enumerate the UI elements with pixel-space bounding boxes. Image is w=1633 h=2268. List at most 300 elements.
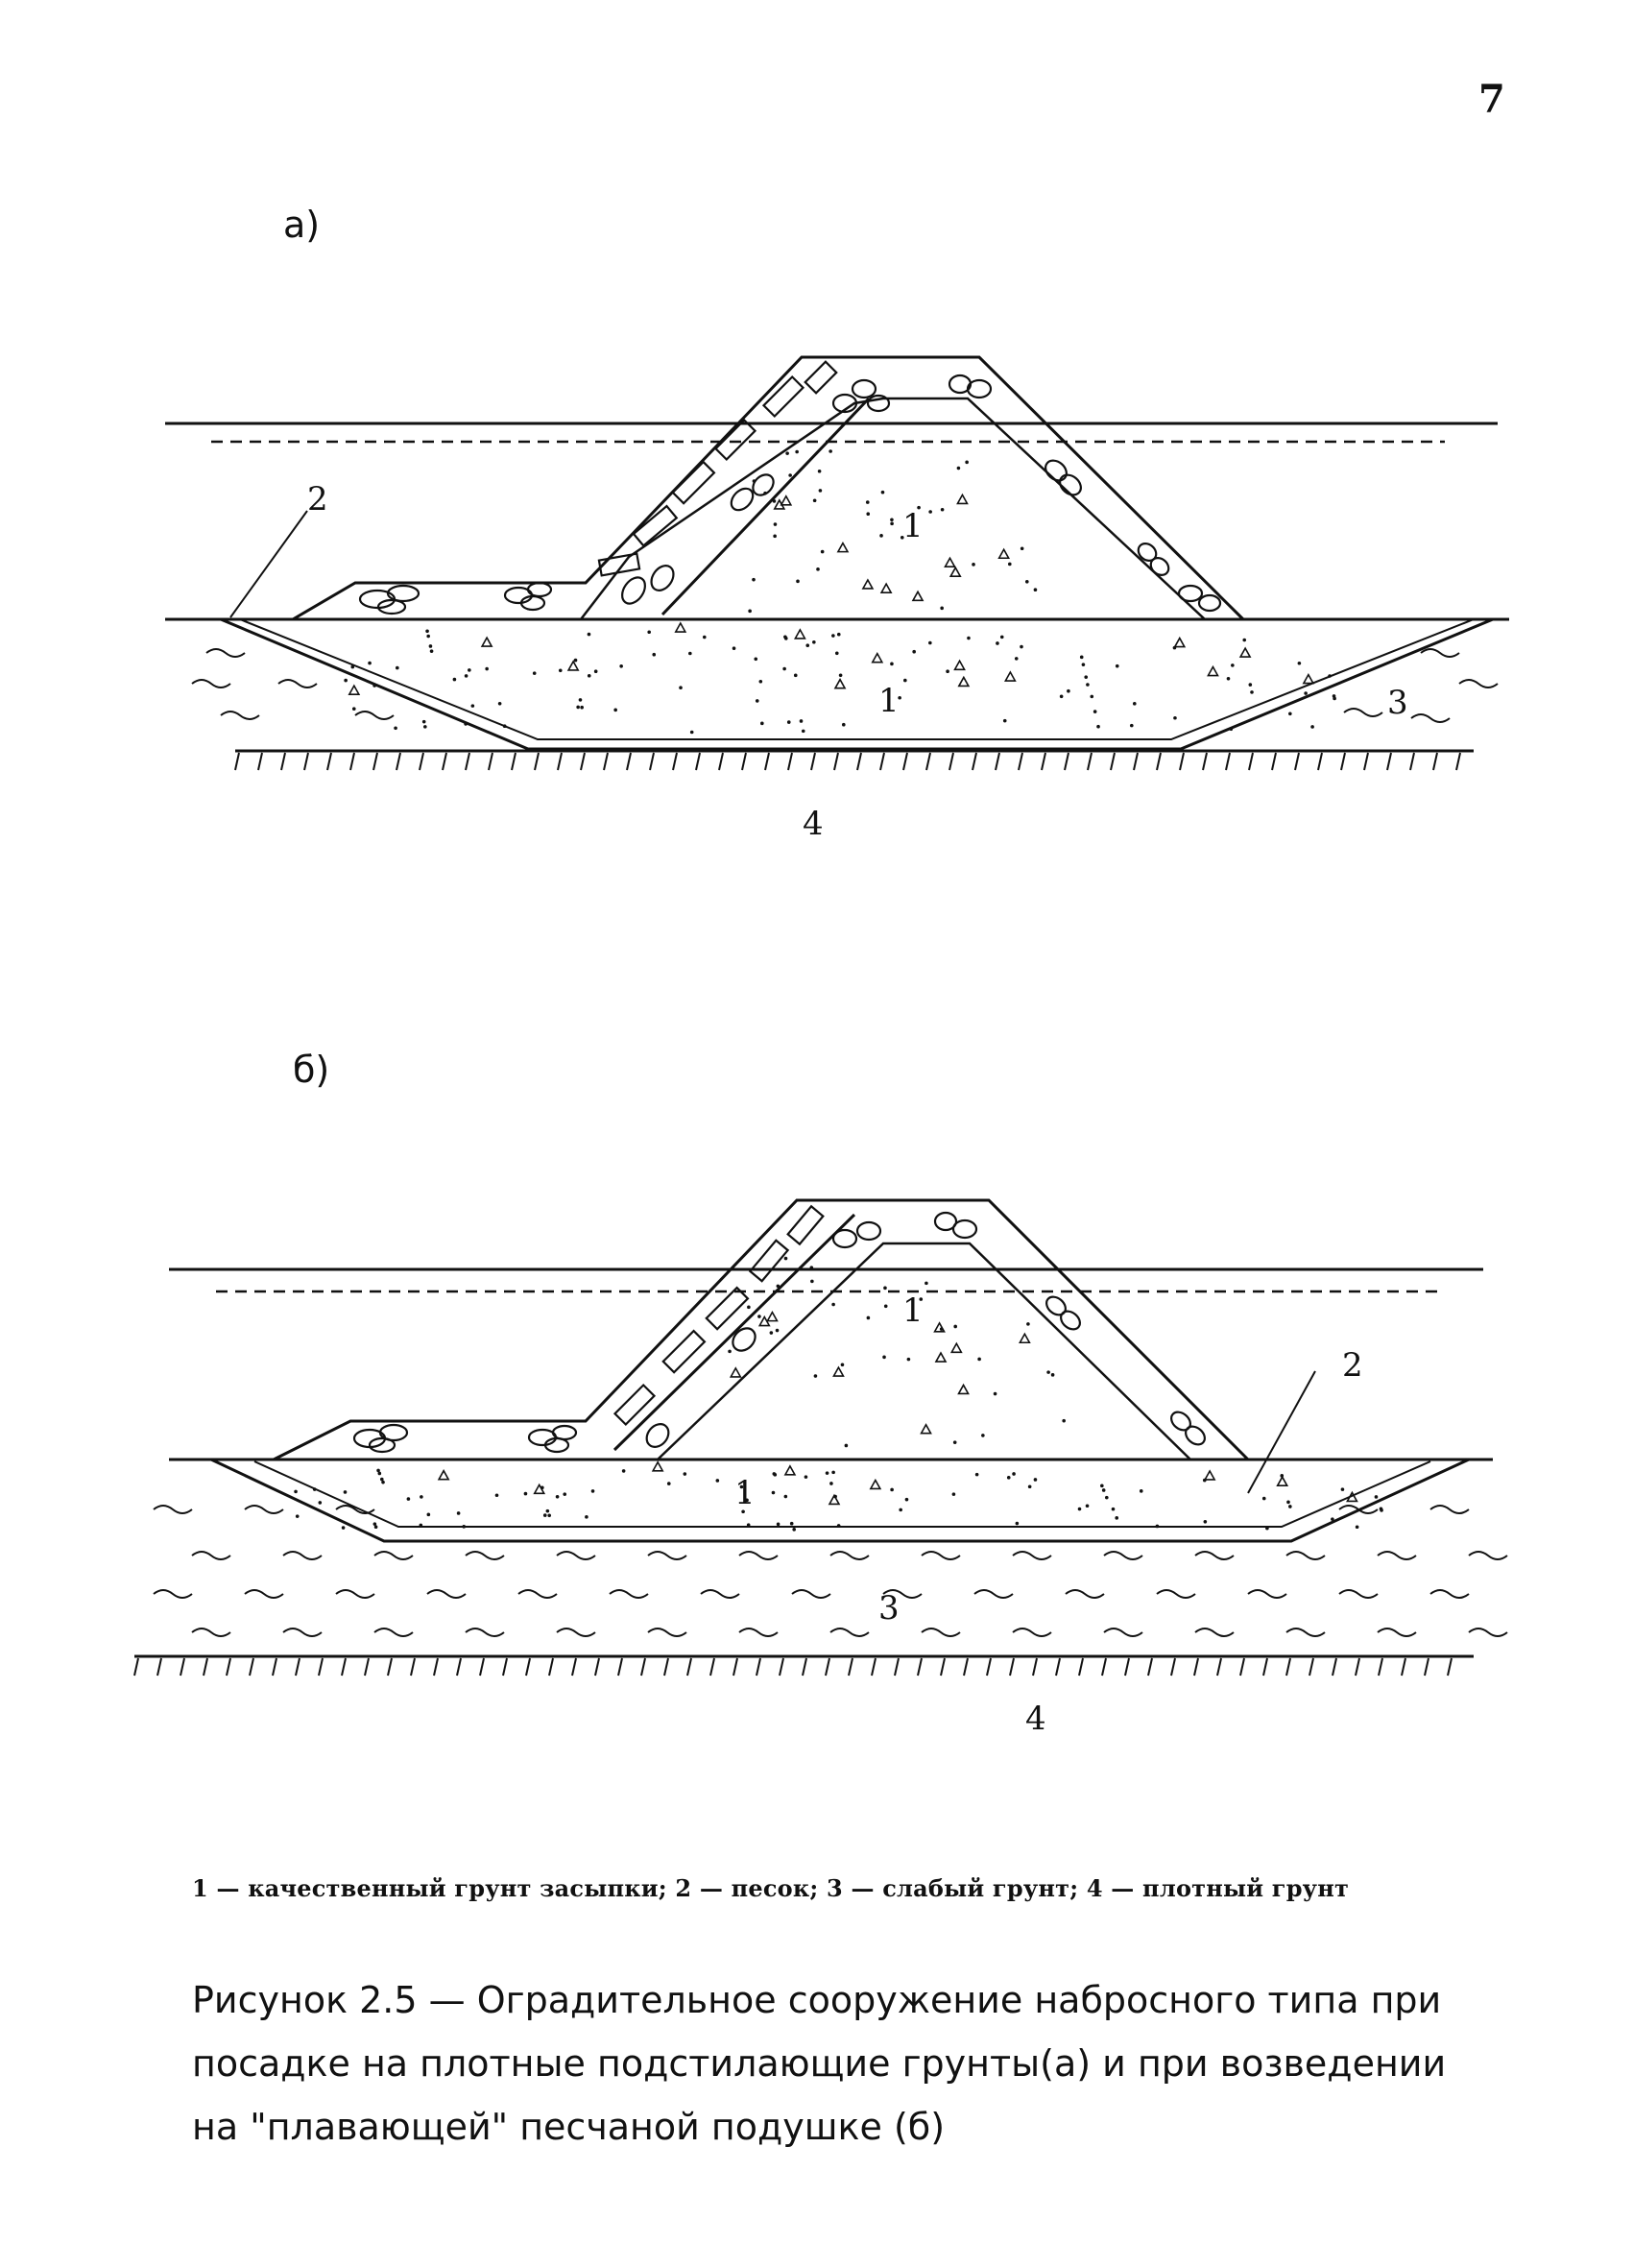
- sand-dot: [1012, 1472, 1016, 1476]
- hatch-mark: [1272, 753, 1276, 770]
- hatch-mark: [1286, 1658, 1290, 1676]
- sand-dot: [1086, 1504, 1090, 1508]
- sand-dot: [1026, 1322, 1030, 1326]
- sand-dot: [1000, 636, 1004, 639]
- sand-dot: [1310, 725, 1314, 729]
- hatch-mark: [581, 753, 585, 770]
- sand-dot: [690, 731, 694, 735]
- sand-dot: [1016, 1522, 1020, 1526]
- hatch-mark: [1065, 753, 1069, 770]
- fig-a-label-3: 3: [1387, 684, 1408, 722]
- hatch-mark: [420, 753, 423, 770]
- sand-dot: [831, 1471, 835, 1475]
- sand-dot: [427, 1513, 431, 1517]
- hatch-mark: [857, 753, 861, 770]
- sand-dot: [462, 1525, 466, 1529]
- sand-dot: [1090, 695, 1093, 699]
- sand-dot: [342, 1526, 346, 1530]
- sand-dot: [816, 567, 820, 571]
- hatch-mark: [872, 1658, 876, 1676]
- aggregate-triangle: [795, 630, 804, 639]
- sand-dot: [613, 709, 617, 712]
- soft-soil-wave: [974, 1590, 1013, 1598]
- hatch-mark: [388, 1658, 392, 1676]
- sand-dot: [953, 1440, 957, 1444]
- soft-soil-wave: [1013, 1552, 1051, 1559]
- hatch-mark: [733, 1658, 737, 1676]
- sand-dot: [928, 510, 932, 514]
- sand-dot: [1156, 1525, 1160, 1529]
- hatch-mark: [227, 1658, 230, 1676]
- hatch-mark: [949, 753, 953, 770]
- sand-dot: [953, 1325, 957, 1329]
- soft-soil-marks-b: [154, 1506, 1507, 1636]
- sand-dot: [796, 580, 800, 584]
- soft-soil-wave: [154, 1506, 192, 1513]
- sand-dot: [903, 679, 907, 683]
- hatch-mark: [1456, 753, 1460, 770]
- soft-soil-wave: [1430, 1590, 1469, 1598]
- sand-dot: [925, 1282, 928, 1286]
- hatch-mark: [134, 1658, 138, 1676]
- sand-dot: [426, 635, 430, 639]
- hatch-mark: [1402, 1658, 1405, 1676]
- soft-soil-wave: [1195, 1552, 1234, 1559]
- hatch-mark: [466, 753, 469, 770]
- sand-dot: [757, 1315, 761, 1318]
- hatch-mark: [512, 753, 516, 770]
- hatch-mark: [281, 753, 285, 770]
- sand-dot: [352, 707, 356, 711]
- sand-dot: [977, 1358, 981, 1362]
- soft-soil-wave: [1286, 1552, 1325, 1559]
- sand-dot: [1102, 1488, 1106, 1492]
- soft-soil-wave: [1378, 1552, 1416, 1559]
- soft-soil-wave: [610, 1590, 648, 1598]
- hatch-mark: [627, 753, 631, 770]
- aggregate-triangle: [873, 654, 882, 663]
- sand-dot: [703, 636, 707, 639]
- sand-dot: [485, 667, 489, 671]
- sand-dot: [457, 1511, 461, 1515]
- sand-dot: [842, 723, 846, 727]
- sand-dot: [547, 1513, 551, 1517]
- sand-dot: [752, 578, 756, 582]
- hatch-mark: [1295, 753, 1299, 770]
- aggregate-triangle: [785, 1466, 795, 1475]
- sand-dot: [777, 1285, 780, 1289]
- hatch-mark: [880, 753, 884, 770]
- hatch-mark: [1088, 753, 1092, 770]
- sand-dot: [905, 1498, 909, 1502]
- sand-dot: [747, 1306, 751, 1310]
- sand-dot: [928, 641, 932, 645]
- hatch-mark: [1033, 1658, 1037, 1676]
- sand-dot: [1028, 1484, 1032, 1488]
- soft-soil-wave: [192, 1552, 230, 1559]
- sand-dot: [996, 641, 999, 645]
- sand-dot: [774, 522, 778, 526]
- sand-dot: [1250, 690, 1254, 694]
- aggregate-triangle: [781, 496, 791, 505]
- hatch-mark: [535, 753, 539, 770]
- armour-stones-b: [354, 1213, 1209, 1452]
- sand-dot: [1008, 563, 1012, 567]
- sand-dot: [940, 1327, 944, 1331]
- hatch-mark: [1448, 1658, 1452, 1676]
- sand-dot: [833, 1495, 837, 1499]
- sand-dot: [813, 498, 817, 502]
- sand-dot: [546, 1509, 550, 1513]
- sand-dot: [952, 1492, 956, 1496]
- soft-soil-wave: [830, 1629, 869, 1636]
- sand-dot: [1249, 683, 1253, 687]
- aggregate-triangle: [1020, 1334, 1029, 1342]
- sand-dot: [503, 724, 507, 728]
- sand-dot: [837, 1524, 841, 1528]
- hatch-mark: [1425, 1658, 1429, 1676]
- aggregate-triangle: [913, 591, 923, 600]
- hatch-mark: [1171, 1658, 1175, 1676]
- sand-dot: [826, 1471, 829, 1475]
- sand-dot: [1333, 697, 1336, 701]
- hatch-mark: [618, 1658, 622, 1676]
- hatch-mark: [996, 753, 999, 770]
- sand-dot: [313, 1487, 317, 1491]
- sand-dot: [804, 1475, 808, 1479]
- hatch-mark: [1240, 1658, 1244, 1676]
- sand-dot: [652, 653, 656, 657]
- sand-dot: [1280, 1474, 1284, 1478]
- aggregate-triangle: [833, 1367, 843, 1376]
- aggregate-triangle: [936, 1353, 946, 1362]
- aggregate-triangle: [951, 1343, 961, 1352]
- soft-soil-wave: [192, 1629, 230, 1636]
- sand-dot: [770, 1331, 774, 1335]
- sand-dot: [1173, 646, 1177, 650]
- hatch-mark: [204, 1658, 207, 1676]
- sand-dot: [688, 652, 692, 656]
- hatch-mark: [1217, 1658, 1221, 1676]
- hatch-mark: [1387, 753, 1391, 770]
- sand-dot: [576, 706, 580, 710]
- sand-dot: [498, 702, 502, 706]
- sand-dot: [563, 1492, 566, 1496]
- sand-dot: [753, 479, 756, 483]
- sand-dot: [556, 1495, 560, 1499]
- aggregate-triangle: [863, 580, 873, 589]
- sand-dot: [907, 1358, 911, 1362]
- hatch-mark: [373, 753, 377, 770]
- hatch-mark: [710, 1658, 714, 1676]
- sand-dot: [1093, 710, 1097, 713]
- soft-soil-wave: [1378, 1629, 1416, 1636]
- hatch-mark: [641, 1658, 645, 1676]
- sand-dot: [1100, 1484, 1104, 1488]
- hatch-mark: [558, 753, 562, 770]
- hatch-mark: [1226, 753, 1230, 770]
- sand-dot: [831, 634, 835, 638]
- figure-a-label: а): [283, 204, 321, 246]
- soft-soil-wave: [374, 1552, 413, 1559]
- fig-b-label-3: 3: [878, 1589, 900, 1628]
- sand-dot: [782, 667, 786, 671]
- sand-dot: [890, 519, 894, 522]
- sand-dot: [350, 665, 354, 669]
- sand-dot: [368, 662, 372, 665]
- hatch-mark: [327, 753, 331, 770]
- sand-dot: [422, 720, 426, 724]
- hatch-mark: [235, 753, 239, 770]
- sand-dot: [787, 720, 791, 724]
- sand-dot: [465, 674, 468, 678]
- armour-divider-b: [614, 1215, 854, 1450]
- aggregate-triangle: [838, 543, 848, 552]
- soft-soil-wave: [1066, 1590, 1104, 1598]
- hatch-mark: [811, 753, 815, 770]
- figure-legend: 1 — качественный грунт засыпки; 2 — песок; 3 — слабый грунт; 4 — плотный грунт: [192, 1874, 1350, 1902]
- sand-dot: [591, 1489, 595, 1493]
- sand-dot: [1204, 1520, 1208, 1524]
- hatch-mark: [926, 753, 930, 770]
- sand-dot: [788, 473, 792, 477]
- sand-dot: [760, 722, 764, 726]
- soft-soil-wave: [1339, 1506, 1378, 1513]
- hatch-mark: [742, 753, 746, 770]
- soft-soil-wave: [427, 1590, 466, 1598]
- page-number: 7: [1478, 77, 1505, 122]
- hatch-mark: [250, 1658, 253, 1676]
- sand-dot: [396, 666, 399, 670]
- hatch-mark: [1433, 753, 1437, 770]
- sand-dot: [1007, 1476, 1011, 1480]
- sand-dot: [1080, 656, 1084, 660]
- sand-dot: [1034, 1478, 1038, 1482]
- sand-dot: [965, 461, 969, 465]
- sand-dot: [344, 1490, 348, 1494]
- aggregate-triangle: [676, 623, 685, 632]
- fig-b-label-1-mound: 1: [902, 1291, 924, 1330]
- hatch-mark: [342, 1658, 346, 1676]
- sand-dot: [756, 699, 759, 703]
- sand-dot: [1227, 677, 1231, 681]
- soft-soil-wave: [283, 1552, 322, 1559]
- hatch-mark: [595, 1658, 599, 1676]
- sand-dot: [495, 1493, 499, 1497]
- aggregate-triangle: [731, 1368, 740, 1377]
- hatch-mark: [572, 1658, 576, 1676]
- sand-dot: [684, 1472, 687, 1476]
- sand-dot: [967, 637, 971, 640]
- soft-soil-wave: [245, 1506, 283, 1513]
- hatch-mark: [1333, 1658, 1336, 1676]
- berm-outline-a: [293, 357, 1243, 619]
- hatch-mark: [687, 1658, 691, 1676]
- hatch-mark: [1056, 1658, 1060, 1676]
- sand-dot: [1096, 725, 1100, 729]
- aggregate-triangle: [922, 1425, 931, 1434]
- fig-b-label-2: 2: [1342, 1346, 1363, 1385]
- hatch-mark: [1364, 753, 1368, 770]
- figure-b-label: б): [293, 1049, 330, 1091]
- soft-soil-wave: [648, 1629, 686, 1636]
- aggregate-triangle: [950, 567, 960, 576]
- soft-soil-wave: [154, 1590, 192, 1598]
- sand-dot: [772, 1491, 776, 1495]
- hatch-mark: [319, 1658, 323, 1676]
- hatch-mark: [157, 1658, 161, 1676]
- sand-dot: [819, 489, 823, 493]
- sand-dot: [784, 1257, 788, 1261]
- hatch-mark: [489, 753, 492, 770]
- hatch-mark: [1318, 753, 1322, 770]
- hatch-mark: [604, 753, 608, 770]
- sand-dot: [619, 664, 623, 668]
- sand-dot: [423, 725, 427, 729]
- aggregate-triangle: [767, 1313, 777, 1321]
- armour-inner-a: [581, 398, 1205, 619]
- hatch-mark: [903, 753, 907, 770]
- soft-soil-wave: [739, 1552, 778, 1559]
- sand-dot: [1060, 695, 1064, 699]
- sand-dot: [912, 650, 916, 654]
- soft-soil-wave: [374, 1629, 413, 1636]
- hatch-mark: [365, 1658, 369, 1676]
- sand-dot: [381, 1481, 385, 1484]
- sand-dot: [841, 1363, 845, 1366]
- soft-soil-wave: [792, 1590, 830, 1598]
- sand-dot: [471, 704, 475, 708]
- soft-soil-wave: [518, 1590, 557, 1598]
- soft-soil-wave: [701, 1590, 739, 1598]
- dense-soil-hatch-a: [235, 753, 1460, 770]
- sand-dot: [821, 550, 825, 554]
- sand-dot: [585, 1515, 588, 1519]
- sand-dot: [1262, 1497, 1266, 1501]
- sand-dot: [594, 669, 598, 673]
- trench-outline-a: [221, 619, 1493, 749]
- sand-dot: [533, 671, 537, 675]
- soft-soil-wave: [739, 1629, 778, 1636]
- sand-dot: [1078, 1508, 1082, 1511]
- sand-dot: [829, 449, 832, 453]
- sand-dot: [881, 491, 885, 495]
- sand-dot: [296, 1514, 300, 1518]
- aggregate-triangle: [945, 558, 954, 567]
- fig-b-label-4: 4: [1025, 1700, 1046, 1738]
- sand-dot: [773, 535, 777, 539]
- aggregate-triangle: [959, 677, 969, 686]
- sand-dot: [1265, 1527, 1269, 1531]
- armour-divider-a: [662, 398, 869, 615]
- hatch-mark: [1125, 1658, 1129, 1676]
- hatch-mark: [457, 1658, 461, 1676]
- sand-dot: [777, 1523, 780, 1527]
- sand-dot: [407, 1497, 411, 1501]
- hatch-mark: [826, 1658, 829, 1676]
- sand-dot: [1115, 1516, 1118, 1520]
- sand-dot: [380, 1478, 384, 1482]
- sand-dot: [1020, 645, 1023, 649]
- sand-dot: [812, 640, 816, 644]
- sand-dot: [785, 451, 789, 455]
- sand-dot: [394, 727, 397, 731]
- aggregate-triangle: [999, 549, 1009, 558]
- sand-dot: [543, 1513, 547, 1517]
- aggregate-triangle: [955, 661, 965, 669]
- sand-dot: [759, 680, 763, 684]
- hatch-mark: [1341, 753, 1345, 770]
- sand-dot: [1356, 1525, 1359, 1529]
- sand-dot: [667, 1482, 671, 1485]
- sand-dot: [975, 1473, 979, 1477]
- hatch-mark: [788, 753, 792, 770]
- hatch-mark: [1148, 1658, 1152, 1676]
- sand-dot: [772, 1472, 776, 1476]
- sand-dot: [374, 1525, 378, 1529]
- dense-soil-hatch-b: [134, 1658, 1452, 1676]
- sand-dot: [1067, 689, 1070, 693]
- soft-soil-wave: [1104, 1629, 1142, 1636]
- sand-dot: [430, 649, 434, 653]
- armour-blocks-b: [614, 1206, 823, 1424]
- sand-dot: [1173, 716, 1177, 720]
- hatch-mark: [396, 753, 400, 770]
- hatch-mark: [304, 753, 308, 770]
- sand-dot: [835, 651, 839, 655]
- sand-dot: [839, 673, 843, 677]
- aggregate-triangle: [1240, 648, 1250, 657]
- sand-dot: [588, 633, 591, 637]
- sand-dot: [845, 1444, 849, 1448]
- cushion-outline-b: [211, 1460, 1469, 1541]
- soft-soil-wave: [1339, 1590, 1378, 1598]
- sand-dot: [941, 508, 945, 512]
- fig-a-label-4: 4: [803, 805, 824, 843]
- sand-dot: [1034, 588, 1038, 591]
- sand-dot: [1084, 675, 1088, 679]
- sand-dot: [294, 1490, 298, 1494]
- hatch-mark: [719, 753, 723, 770]
- sand-dot: [580, 706, 584, 710]
- sand-dot: [794, 674, 798, 678]
- hatch-mark: [1079, 1658, 1083, 1676]
- sand-dot: [1015, 657, 1019, 661]
- aggregate-triangle: [349, 686, 359, 694]
- sand-dot: [1116, 664, 1119, 668]
- aggregate-triangle: [935, 1323, 945, 1332]
- sand-dot: [784, 1495, 788, 1499]
- hatch-mark: [849, 1658, 853, 1676]
- hatch-mark: [411, 1658, 415, 1676]
- hatch-mark: [765, 753, 769, 770]
- sand-dot: [810, 1280, 814, 1284]
- soft-soil-wave: [283, 1629, 322, 1636]
- armour-stones-a: [360, 375, 1220, 614]
- sand-dot: [1133, 702, 1137, 706]
- figure-caption: Рисунок 2.5 — Оградительное сооружение набросного типа при посадке на плотные подстилающие грунты(а) и при возведении на "плавающей" песчаной подушке (б): [192, 1979, 1447, 2148]
- sand-dot: [1304, 691, 1308, 695]
- sand-dot: [1286, 1501, 1290, 1505]
- hatch-mark: [696, 753, 700, 770]
- aggregate-triangle: [959, 1385, 969, 1393]
- hatch-mark: [1379, 1658, 1382, 1676]
- sand-dot: [1082, 663, 1086, 666]
- aggregate-triangle: [1205, 1471, 1214, 1480]
- hatch-mark: [480, 1658, 484, 1676]
- sand-dot: [574, 659, 578, 663]
- sand-dot: [1341, 1487, 1345, 1491]
